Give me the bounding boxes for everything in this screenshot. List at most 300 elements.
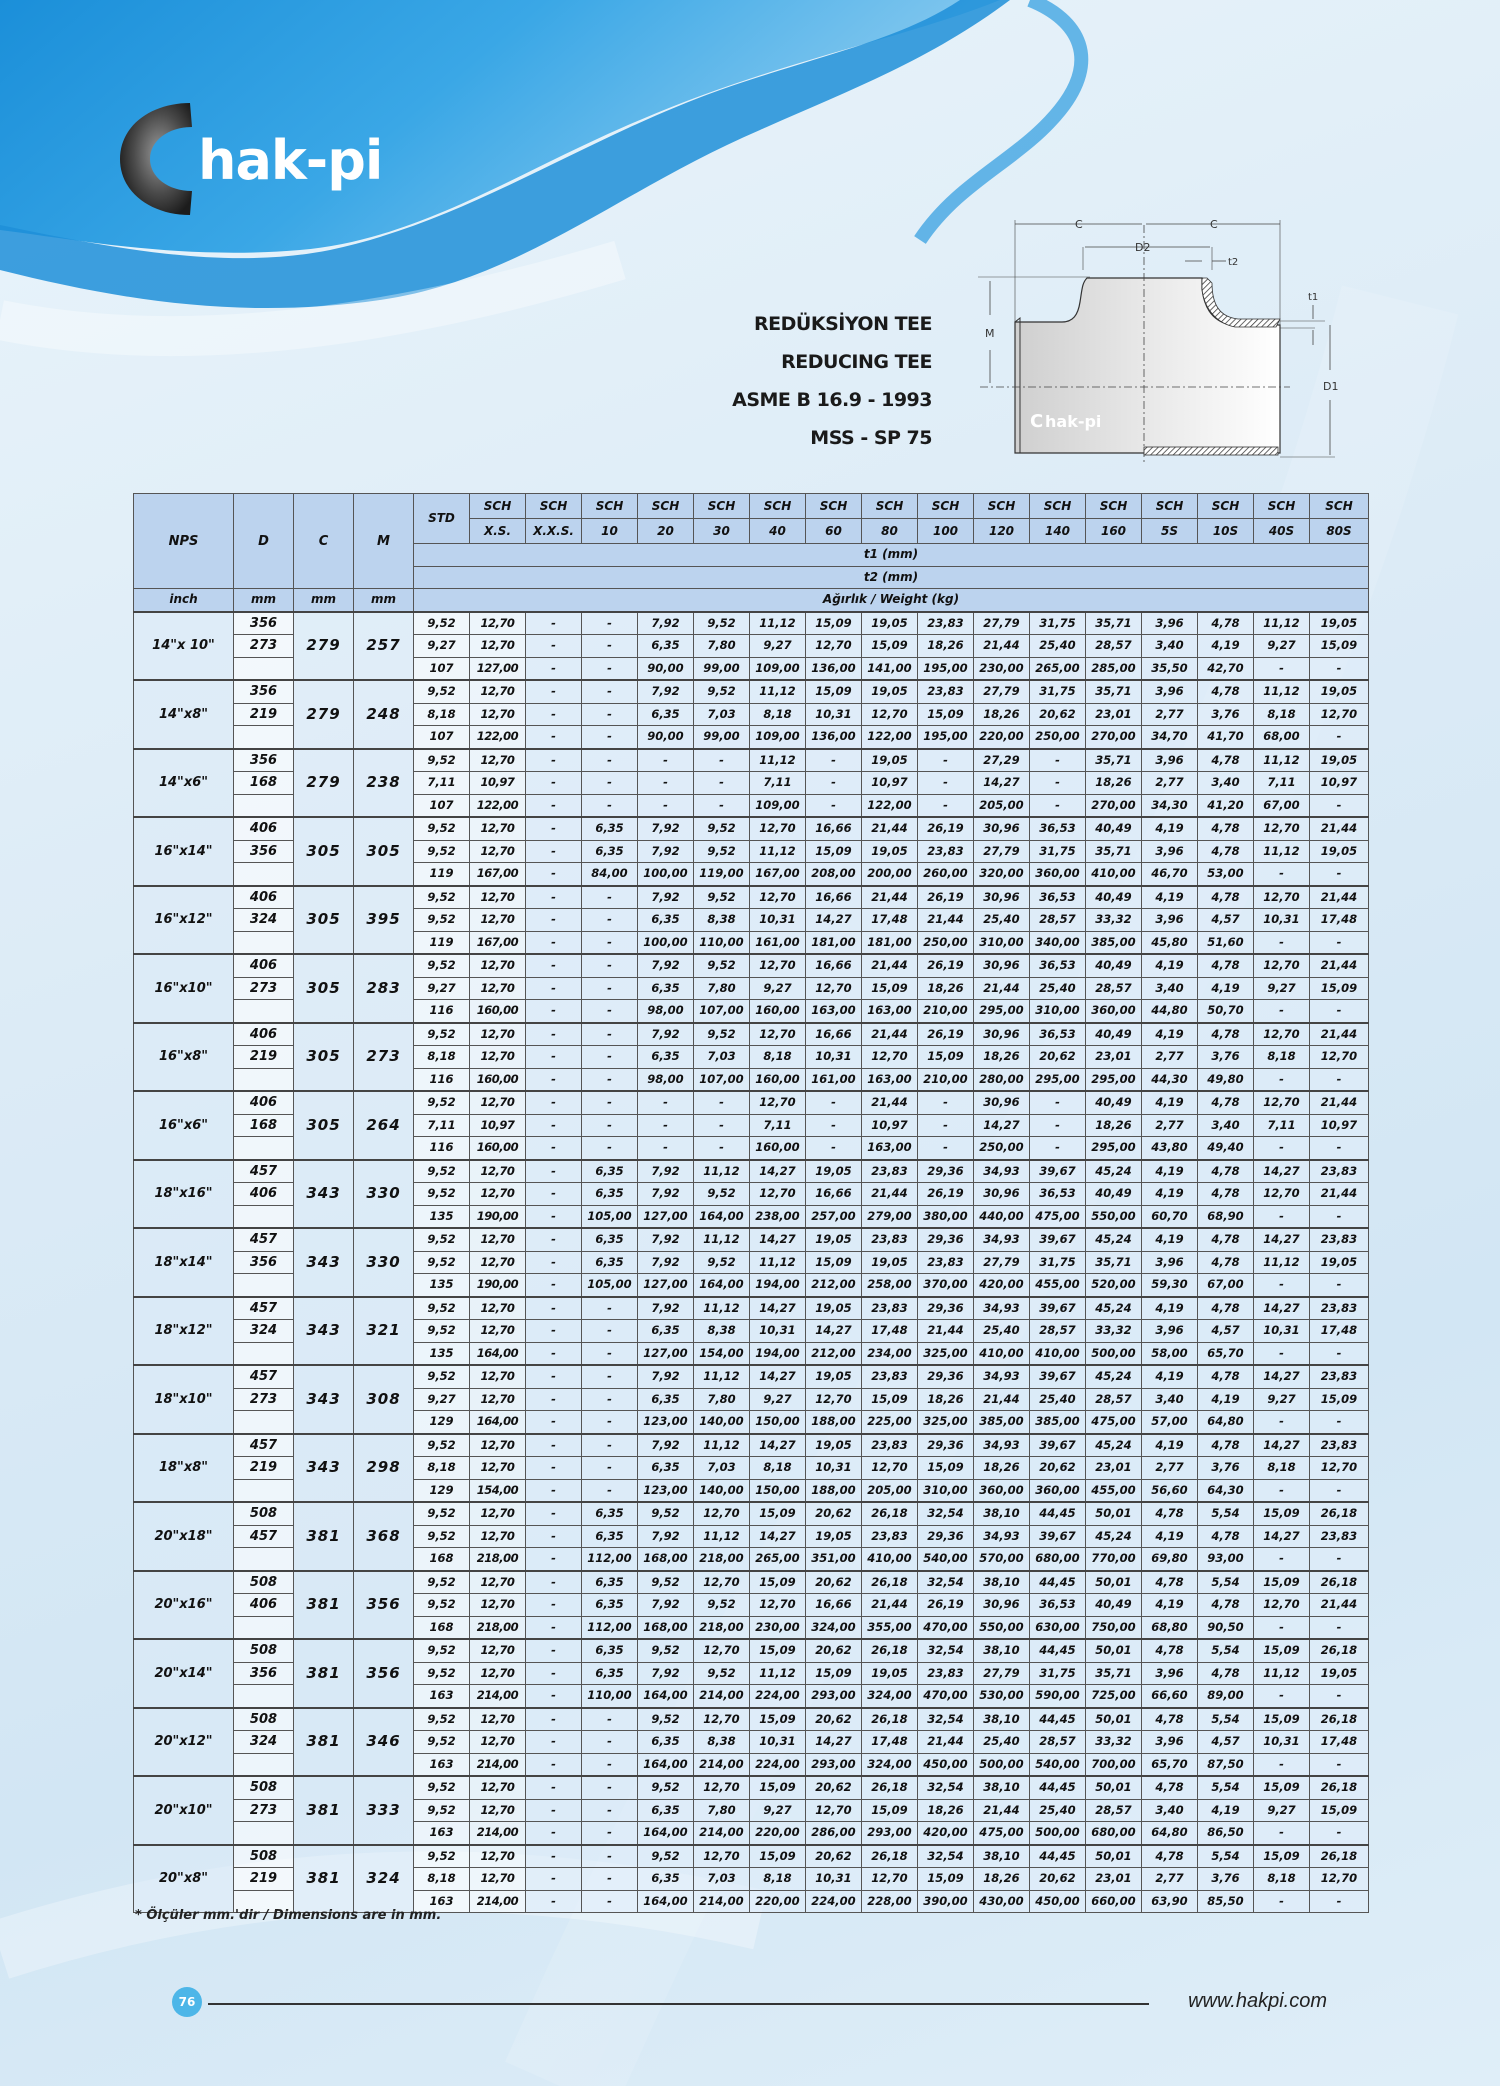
t2-thickness-cell: 17,48	[862, 1320, 918, 1343]
t2-thickness-cell: 14,27	[1254, 1525, 1310, 1548]
t2-thickness-cell: 21,44	[918, 1320, 974, 1343]
t1-thickness-cell: 4,78	[1142, 1708, 1198, 1731]
t1-thickness-cell: 19,05	[806, 1160, 862, 1183]
weight-cell: -	[526, 1753, 582, 1776]
t2-thickness-cell: 12,70	[470, 1799, 526, 1822]
table-row	[134, 1571, 1369, 1594]
t2-thickness-cell: 3,76	[1198, 1457, 1254, 1480]
weight-cell: 195,00	[918, 657, 974, 680]
t1-thickness-cell: 12,70	[470, 1502, 526, 1525]
m-cell: 257	[354, 612, 414, 681]
t2-thickness-cell: 9,52	[414, 1594, 470, 1617]
t1-thickness-cell: 4,78	[1142, 1502, 1198, 1525]
t2-thickness-cell: -	[1030, 1114, 1086, 1137]
t1-thickness-cell: 12,70	[470, 1160, 526, 1183]
weight-cell: -	[1030, 794, 1086, 817]
weight-cell: 310,00	[918, 1479, 974, 1502]
weight-cell: 195,00	[918, 726, 974, 749]
t2-thickness-cell: 21,44	[974, 1799, 1030, 1822]
t2-thickness-cell: 34,93	[974, 1525, 1030, 1548]
t1-thickness-cell: 9,52	[414, 680, 470, 703]
weight-cell: 85,50	[1198, 1890, 1254, 1913]
t1-thickness-cell: 4,78	[1198, 1160, 1254, 1183]
t2-thickness-cell: 8,18	[1254, 1457, 1310, 1480]
d-cell: 356	[234, 1662, 294, 1685]
t2-thickness-cell: 11,12	[1254, 1662, 1310, 1685]
t1-thickness-cell: 4,78	[1198, 612, 1254, 635]
weight-cell: 105,00	[582, 1205, 638, 1228]
t2-thickness-cell: 10,31	[750, 909, 806, 932]
weight-cell: -	[582, 1822, 638, 1845]
d-cell: 273	[234, 635, 294, 658]
t1-thickness-cell: 9,52	[414, 886, 470, 909]
weight-cell: 250,00	[918, 931, 974, 954]
t1-thickness-cell: 26,18	[862, 1708, 918, 1731]
logo-elbow-icon	[112, 95, 204, 220]
t1-thickness-cell: -	[694, 749, 750, 772]
nps-cell: 20"x12"	[134, 1708, 234, 1777]
t1-thickness-cell: -	[526, 1091, 582, 1114]
t2-thickness-cell: -	[582, 1046, 638, 1069]
weight-cell: 293,00	[862, 1822, 918, 1845]
weight-cell: 56,60	[1142, 1479, 1198, 1502]
t1-thickness-cell: 12,70	[470, 1365, 526, 1388]
d-cell	[234, 1274, 294, 1297]
t1-thickness-cell: -	[638, 1091, 694, 1114]
t2-thickness-cell: 12,70	[470, 1183, 526, 1206]
t1-thickness-cell: 4,19	[1142, 1365, 1198, 1388]
t2-thickness-cell: 30,96	[974, 1594, 1030, 1617]
t2-thickness-cell: 9,52	[414, 840, 470, 863]
t1-thickness-cell: 11,12	[694, 1434, 750, 1457]
t1-thickness-cell: -	[526, 1160, 582, 1183]
table-row	[134, 1365, 1369, 1388]
t1-thickness-cell: 16,66	[806, 886, 862, 909]
t2-thickness-cell: 9,52	[694, 1183, 750, 1206]
t1-thickness-cell: 9,52	[414, 817, 470, 840]
t1-thickness-cell: 9,52	[414, 749, 470, 772]
t2-thickness-cell: -	[582, 909, 638, 932]
weight-cell: 164,00	[694, 1205, 750, 1228]
weight-cell: -	[526, 657, 582, 680]
t2-thickness-cell: 9,27	[1254, 1799, 1310, 1822]
t1-thickness-cell: 3,96	[1142, 680, 1198, 703]
t1-thickness-cell: 39,67	[1030, 1228, 1086, 1251]
table-row	[134, 749, 1369, 772]
t1-thickness-cell: 26,18	[1310, 1571, 1369, 1594]
t1-thickness-cell: -	[582, 1365, 638, 1388]
weight-cell: -	[526, 863, 582, 886]
t2-thickness-cell: 12,70	[470, 1525, 526, 1548]
weight-cell: 167,00	[470, 931, 526, 954]
weight-cell: 63,90	[1142, 1890, 1198, 1913]
weight-cell: 205,00	[974, 794, 1030, 817]
weight-cell: -	[582, 1342, 638, 1365]
t2-thickness-cell: 7,92	[638, 1594, 694, 1617]
header-schedule: 60	[806, 519, 862, 544]
t2-thickness-cell: -	[526, 1457, 582, 1480]
weight-cell: -	[526, 726, 582, 749]
d-cell	[234, 1411, 294, 1434]
t1-thickness-cell: 38,10	[974, 1571, 1030, 1594]
t2-thickness-cell: 9,27	[414, 1388, 470, 1411]
t1-thickness-cell: 15,09	[750, 1845, 806, 1868]
weight-cell: 181,00	[862, 931, 918, 954]
t1-thickness-cell: 36,53	[1030, 817, 1086, 840]
t2-thickness-cell: 8,18	[750, 1868, 806, 1891]
t1-thickness-cell: 50,01	[1086, 1639, 1142, 1662]
weight-cell: 351,00	[806, 1548, 862, 1571]
weight-cell: 214,00	[470, 1890, 526, 1913]
weight-cell: 64,30	[1198, 1479, 1254, 1502]
t2-thickness-cell: 4,78	[1198, 1594, 1254, 1617]
weight-cell: -	[526, 1616, 582, 1639]
t1-thickness-cell: 26,18	[1310, 1639, 1369, 1662]
t2-thickness-cell: 8,18	[414, 1046, 470, 1069]
weight-cell: 44,30	[1142, 1068, 1198, 1091]
d-cell	[234, 1616, 294, 1639]
t1-thickness-cell: 32,54	[918, 1708, 974, 1731]
t2-thickness-cell: 9,52	[414, 1799, 470, 1822]
t1-thickness-cell: 32,54	[918, 1639, 974, 1662]
t1-thickness-cell: 26,18	[1310, 1845, 1369, 1868]
t1-thickness-cell: 9,52	[414, 1845, 470, 1868]
c-cell: 305	[294, 886, 354, 955]
weight-cell: 293,00	[806, 1685, 862, 1708]
nps-cell: 18"x8"	[134, 1434, 234, 1503]
t2-thickness-cell: 12,70	[470, 1251, 526, 1274]
t1-thickness-cell: 30,96	[974, 954, 1030, 977]
weight-cell: 500,00	[1030, 1822, 1086, 1845]
t2-thickness-cell: 8,18	[750, 703, 806, 726]
weight-cell: 110,00	[694, 931, 750, 954]
t2-thickness-cell: 10,31	[806, 703, 862, 726]
t2-thickness-cell: 23,83	[1310, 1525, 1369, 1548]
weight-cell: 370,00	[918, 1274, 974, 1297]
t1-thickness-cell: 7,92	[638, 1023, 694, 1046]
t2-thickness-cell: 10,97	[470, 1114, 526, 1137]
t2-thickness-cell: 10,31	[750, 1731, 806, 1754]
weight-cell: -	[526, 794, 582, 817]
nps-cell: 14"x8"	[134, 680, 234, 749]
weight-cell: 257,00	[806, 1205, 862, 1228]
t1-thickness-cell: 12,70	[470, 1434, 526, 1457]
svg-text:hak-pi: hak-pi	[1045, 412, 1102, 431]
weight-cell: 87,50	[1198, 1753, 1254, 1776]
t2-thickness-cell: 15,09	[862, 1799, 918, 1822]
header-d: D	[234, 494, 294, 589]
t1-thickness-cell: 40,49	[1086, 1023, 1142, 1046]
t1-thickness-cell: 12,70	[694, 1571, 750, 1594]
t2-thickness-cell: 12,70	[806, 635, 862, 658]
t1-thickness-cell: 12,70	[470, 1639, 526, 1662]
t1-thickness-cell: -	[918, 749, 974, 772]
header-sch: SCH	[806, 494, 862, 519]
t2-thickness-cell: 7,92	[638, 1251, 694, 1274]
t2-thickness-cell: 7,03	[694, 703, 750, 726]
t1-thickness-cell: 4,19	[1142, 1091, 1198, 1114]
t1-thickness-cell: 34,93	[974, 1297, 1030, 1320]
weight-cell: 163,00	[862, 1000, 918, 1023]
t2-thickness-cell: 6,35	[582, 1594, 638, 1617]
weight-cell: 325,00	[918, 1411, 974, 1434]
d-cell: 356	[234, 612, 294, 635]
t1-thickness-cell: 38,10	[974, 1639, 1030, 1662]
weight-cell: 250,00	[1030, 726, 1086, 749]
t2-thickness-cell: 12,70	[1310, 1046, 1369, 1069]
weight-cell: 135	[414, 1274, 470, 1297]
t2-thickness-cell: 21,44	[1310, 1183, 1369, 1206]
header-sch: SCH	[1030, 494, 1086, 519]
header-nps: NPS	[134, 494, 234, 589]
t1-thickness-cell: 30,96	[974, 817, 1030, 840]
t1-thickness-cell: 27,29	[974, 749, 1030, 772]
weight-cell: 385,00	[1030, 1411, 1086, 1434]
table-row	[134, 1160, 1369, 1183]
d-cell: 273	[234, 977, 294, 1000]
t2-thickness-cell: 15,09	[918, 1457, 974, 1480]
t2-thickness-cell: 12,70	[470, 1388, 526, 1411]
c-cell: 343	[294, 1434, 354, 1503]
t2-thickness-cell: 4,57	[1198, 1731, 1254, 1754]
t2-thickness-cell: -	[526, 1731, 582, 1754]
weight-cell: 112,00	[582, 1616, 638, 1639]
t2-thickness-cell: -	[526, 1868, 582, 1891]
t2-thickness-cell: 12,70	[862, 703, 918, 726]
t2-thickness-cell: 25,40	[974, 1731, 1030, 1754]
t1-thickness-cell: -	[582, 1023, 638, 1046]
weight-cell: 68,00	[1254, 726, 1310, 749]
t1-thickness-cell: 29,36	[918, 1160, 974, 1183]
t2-thickness-cell: 18,26	[1086, 772, 1142, 795]
t1-thickness-cell: 4,78	[1198, 680, 1254, 703]
weight-cell: 164,00	[470, 1411, 526, 1434]
weight-cell: -	[1310, 1822, 1369, 1845]
t2-thickness-cell: 12,70	[1310, 703, 1369, 726]
d-cell: 406	[234, 954, 294, 977]
weight-cell: -	[1254, 931, 1310, 954]
t2-thickness-cell: 6,35	[638, 909, 694, 932]
t1-thickness-cell: -	[806, 749, 862, 772]
weight-cell: -	[1310, 1342, 1369, 1365]
t1-thickness-cell: 4,19	[1142, 954, 1198, 977]
weight-cell: 224,00	[750, 1685, 806, 1708]
weight-cell: 210,00	[918, 1000, 974, 1023]
t2-thickness-cell: 9,52	[414, 909, 470, 932]
page-number-badge: 76	[172, 1987, 202, 2017]
weight-cell: 208,00	[806, 863, 862, 886]
weight-cell: 127,00	[638, 1274, 694, 1297]
unit-d: mm	[234, 589, 294, 612]
weight-cell: 295,00	[1030, 1068, 1086, 1091]
t1-thickness-cell: 26,18	[862, 1845, 918, 1868]
t2-thickness-cell: 33,32	[1086, 1731, 1142, 1754]
weight-cell: 440,00	[974, 1205, 1030, 1228]
t2-thickness-cell: 12,70	[1254, 1594, 1310, 1617]
header-t1: t1 (mm)	[414, 544, 1369, 567]
unit-nps: inch	[134, 589, 234, 612]
t2-thickness-cell: 7,03	[694, 1868, 750, 1891]
m-cell: 333	[354, 1776, 414, 1845]
t1-thickness-cell: 36,53	[1030, 886, 1086, 909]
weight-cell: -	[1310, 1616, 1369, 1639]
t1-thickness-cell: 12,70	[750, 1091, 806, 1114]
weight-cell: 123,00	[638, 1411, 694, 1434]
t1-thickness-cell: 12,70	[694, 1639, 750, 1662]
t1-thickness-cell: 20,62	[806, 1639, 862, 1662]
header-schedule: 10S	[1198, 519, 1254, 544]
t2-thickness-cell: 3,96	[1142, 1731, 1198, 1754]
header-weight: Ağırlık / Weight (kg)	[414, 589, 1369, 612]
svg-text:M: M	[985, 327, 995, 340]
m-cell: 356	[354, 1571, 414, 1640]
t2-thickness-cell: 30,96	[974, 1183, 1030, 1206]
t1-thickness-cell: 21,44	[1310, 1023, 1369, 1046]
weight-cell: -	[526, 1137, 582, 1160]
t1-thickness-cell: 5,54	[1198, 1776, 1254, 1799]
t2-thickness-cell: 35,71	[1086, 1251, 1142, 1274]
t2-thickness-cell: 28,57	[1086, 635, 1142, 658]
t1-thickness-cell: 9,52	[694, 954, 750, 977]
t2-thickness-cell: 10,97	[470, 772, 526, 795]
header-schedule: 160	[1086, 519, 1142, 544]
t1-thickness-cell: 19,05	[806, 1365, 862, 1388]
t2-thickness-cell: 23,83	[918, 840, 974, 863]
t2-thickness-cell: 10,97	[862, 1114, 918, 1137]
t2-thickness-cell: 7,92	[638, 1183, 694, 1206]
t1-thickness-cell: 21,44	[1310, 1091, 1369, 1114]
weight-cell: 45,80	[1142, 931, 1198, 954]
d-cell: 324	[234, 1731, 294, 1754]
weight-cell: 218,00	[694, 1616, 750, 1639]
t1-thickness-cell: -	[1030, 749, 1086, 772]
t1-thickness-cell: -	[526, 1776, 582, 1799]
t1-thickness-cell: -	[582, 1845, 638, 1868]
t2-thickness-cell: 23,83	[918, 1662, 974, 1685]
t2-thickness-cell: 21,44	[862, 1594, 918, 1617]
t1-thickness-cell: 44,45	[1030, 1571, 1086, 1594]
t1-thickness-cell: 5,54	[1198, 1502, 1254, 1525]
t1-thickness-cell: 14,27	[1254, 1365, 1310, 1388]
t2-thickness-cell: 40,49	[1086, 1183, 1142, 1206]
weight-cell: 295,00	[1086, 1137, 1142, 1160]
nps-cell: 20"x8"	[134, 1845, 234, 1913]
t2-thickness-cell: 9,52	[414, 1662, 470, 1685]
d-cell: 508	[234, 1845, 294, 1868]
t1-thickness-cell: 21,44	[1310, 886, 1369, 909]
weight-cell: 500,00	[1086, 1342, 1142, 1365]
t1-thickness-cell: 4,78	[1198, 954, 1254, 977]
t2-thickness-cell: 15,09	[918, 703, 974, 726]
t1-thickness-cell: 44,45	[1030, 1639, 1086, 1662]
d-cell: 324	[234, 909, 294, 932]
t2-thickness-cell: 12,70	[470, 1868, 526, 1891]
t1-thickness-cell: 36,53	[1030, 1023, 1086, 1046]
t1-thickness-cell: 15,09	[750, 1639, 806, 1662]
weight-cell: 570,00	[974, 1548, 1030, 1571]
t1-thickness-cell: 9,52	[638, 1639, 694, 1662]
t1-thickness-cell: 9,52	[414, 612, 470, 635]
website-link[interactable]: www.hakpi.com	[1188, 1990, 1327, 2012]
t2-thickness-cell: 7,80	[694, 977, 750, 1000]
t2-thickness-cell: 8,18	[750, 1046, 806, 1069]
t1-thickness-cell: 19,05	[862, 749, 918, 772]
nps-cell: 20"x16"	[134, 1571, 234, 1640]
t2-thickness-cell: 33,32	[1086, 909, 1142, 932]
t2-thickness-cell: -	[806, 1114, 862, 1137]
weight-cell: 190,00	[470, 1205, 526, 1228]
t2-thickness-cell: 28,57	[1086, 977, 1142, 1000]
table-row	[134, 1434, 1369, 1457]
weight-cell: 122,00	[862, 794, 918, 817]
header-schedule: 100	[918, 519, 974, 544]
t1-thickness-cell: 20,62	[806, 1845, 862, 1868]
t1-thickness-cell: 35,71	[1086, 749, 1142, 772]
t2-thickness-cell: 21,44	[918, 1731, 974, 1754]
t1-thickness-cell: 12,70	[694, 1708, 750, 1731]
weight-cell: 194,00	[750, 1274, 806, 1297]
t1-thickness-cell: 4,78	[1198, 886, 1254, 909]
t1-thickness-cell: 6,35	[582, 1160, 638, 1183]
weight-cell: -	[1310, 931, 1369, 954]
t2-thickness-cell: 8,18	[1254, 1868, 1310, 1891]
t1-thickness-cell: -	[582, 1708, 638, 1731]
t1-thickness-cell: 9,52	[414, 1639, 470, 1662]
t1-thickness-cell: -	[582, 1776, 638, 1799]
d-cell: 457	[234, 1525, 294, 1548]
t1-thickness-cell: 12,70	[1254, 1023, 1310, 1046]
weight-cell: 66,60	[1142, 1685, 1198, 1708]
weight-cell: 224,00	[806, 1890, 862, 1913]
t1-thickness-cell: 15,09	[806, 612, 862, 635]
t2-thickness-cell: 20,62	[1030, 1457, 1086, 1480]
t2-thickness-cell: -	[526, 1662, 582, 1685]
t2-thickness-cell: 6,35	[638, 1388, 694, 1411]
weight-cell: 265,00	[750, 1548, 806, 1571]
t2-thickness-cell: 10,97	[1310, 772, 1369, 795]
weight-cell: -	[526, 1205, 582, 1228]
t2-thickness-cell: 23,01	[1086, 703, 1142, 726]
t2-thickness-cell: 27,79	[974, 1662, 1030, 1685]
svg-text:C: C	[1210, 218, 1218, 231]
t2-thickness-cell: 15,09	[1310, 977, 1369, 1000]
t2-thickness-cell: 19,05	[1310, 840, 1369, 863]
t2-thickness-cell: 4,19	[1198, 977, 1254, 1000]
t2-thickness-cell: 17,48	[1310, 1320, 1369, 1343]
t1-thickness-cell: 14,27	[1254, 1228, 1310, 1251]
weight-cell: 325,00	[918, 1342, 974, 1365]
weight-cell: 98,00	[638, 1068, 694, 1091]
t1-thickness-cell: -	[582, 749, 638, 772]
weight-cell: -	[638, 1137, 694, 1160]
weight-cell: 181,00	[806, 931, 862, 954]
t1-thickness-cell: -	[1030, 1091, 1086, 1114]
table-row	[134, 954, 1369, 977]
t1-thickness-cell: 16,66	[806, 1023, 862, 1046]
t2-thickness-cell: 25,40	[1030, 1388, 1086, 1411]
weight-cell: 99,00	[694, 657, 750, 680]
t2-thickness-cell: 11,12	[750, 840, 806, 863]
t2-thickness-cell: -	[638, 1114, 694, 1137]
d-cell	[234, 726, 294, 749]
weight-cell: -	[694, 794, 750, 817]
weight-cell: -	[1310, 1068, 1369, 1091]
t1-thickness-cell: 12,70	[470, 817, 526, 840]
t2-thickness-cell: 9,52	[414, 1251, 470, 1274]
t1-thickness-cell: -	[526, 954, 582, 977]
t1-thickness-cell: 15,09	[750, 1571, 806, 1594]
standard-asme: ASME B 16.9 - 1993	[732, 389, 932, 411]
